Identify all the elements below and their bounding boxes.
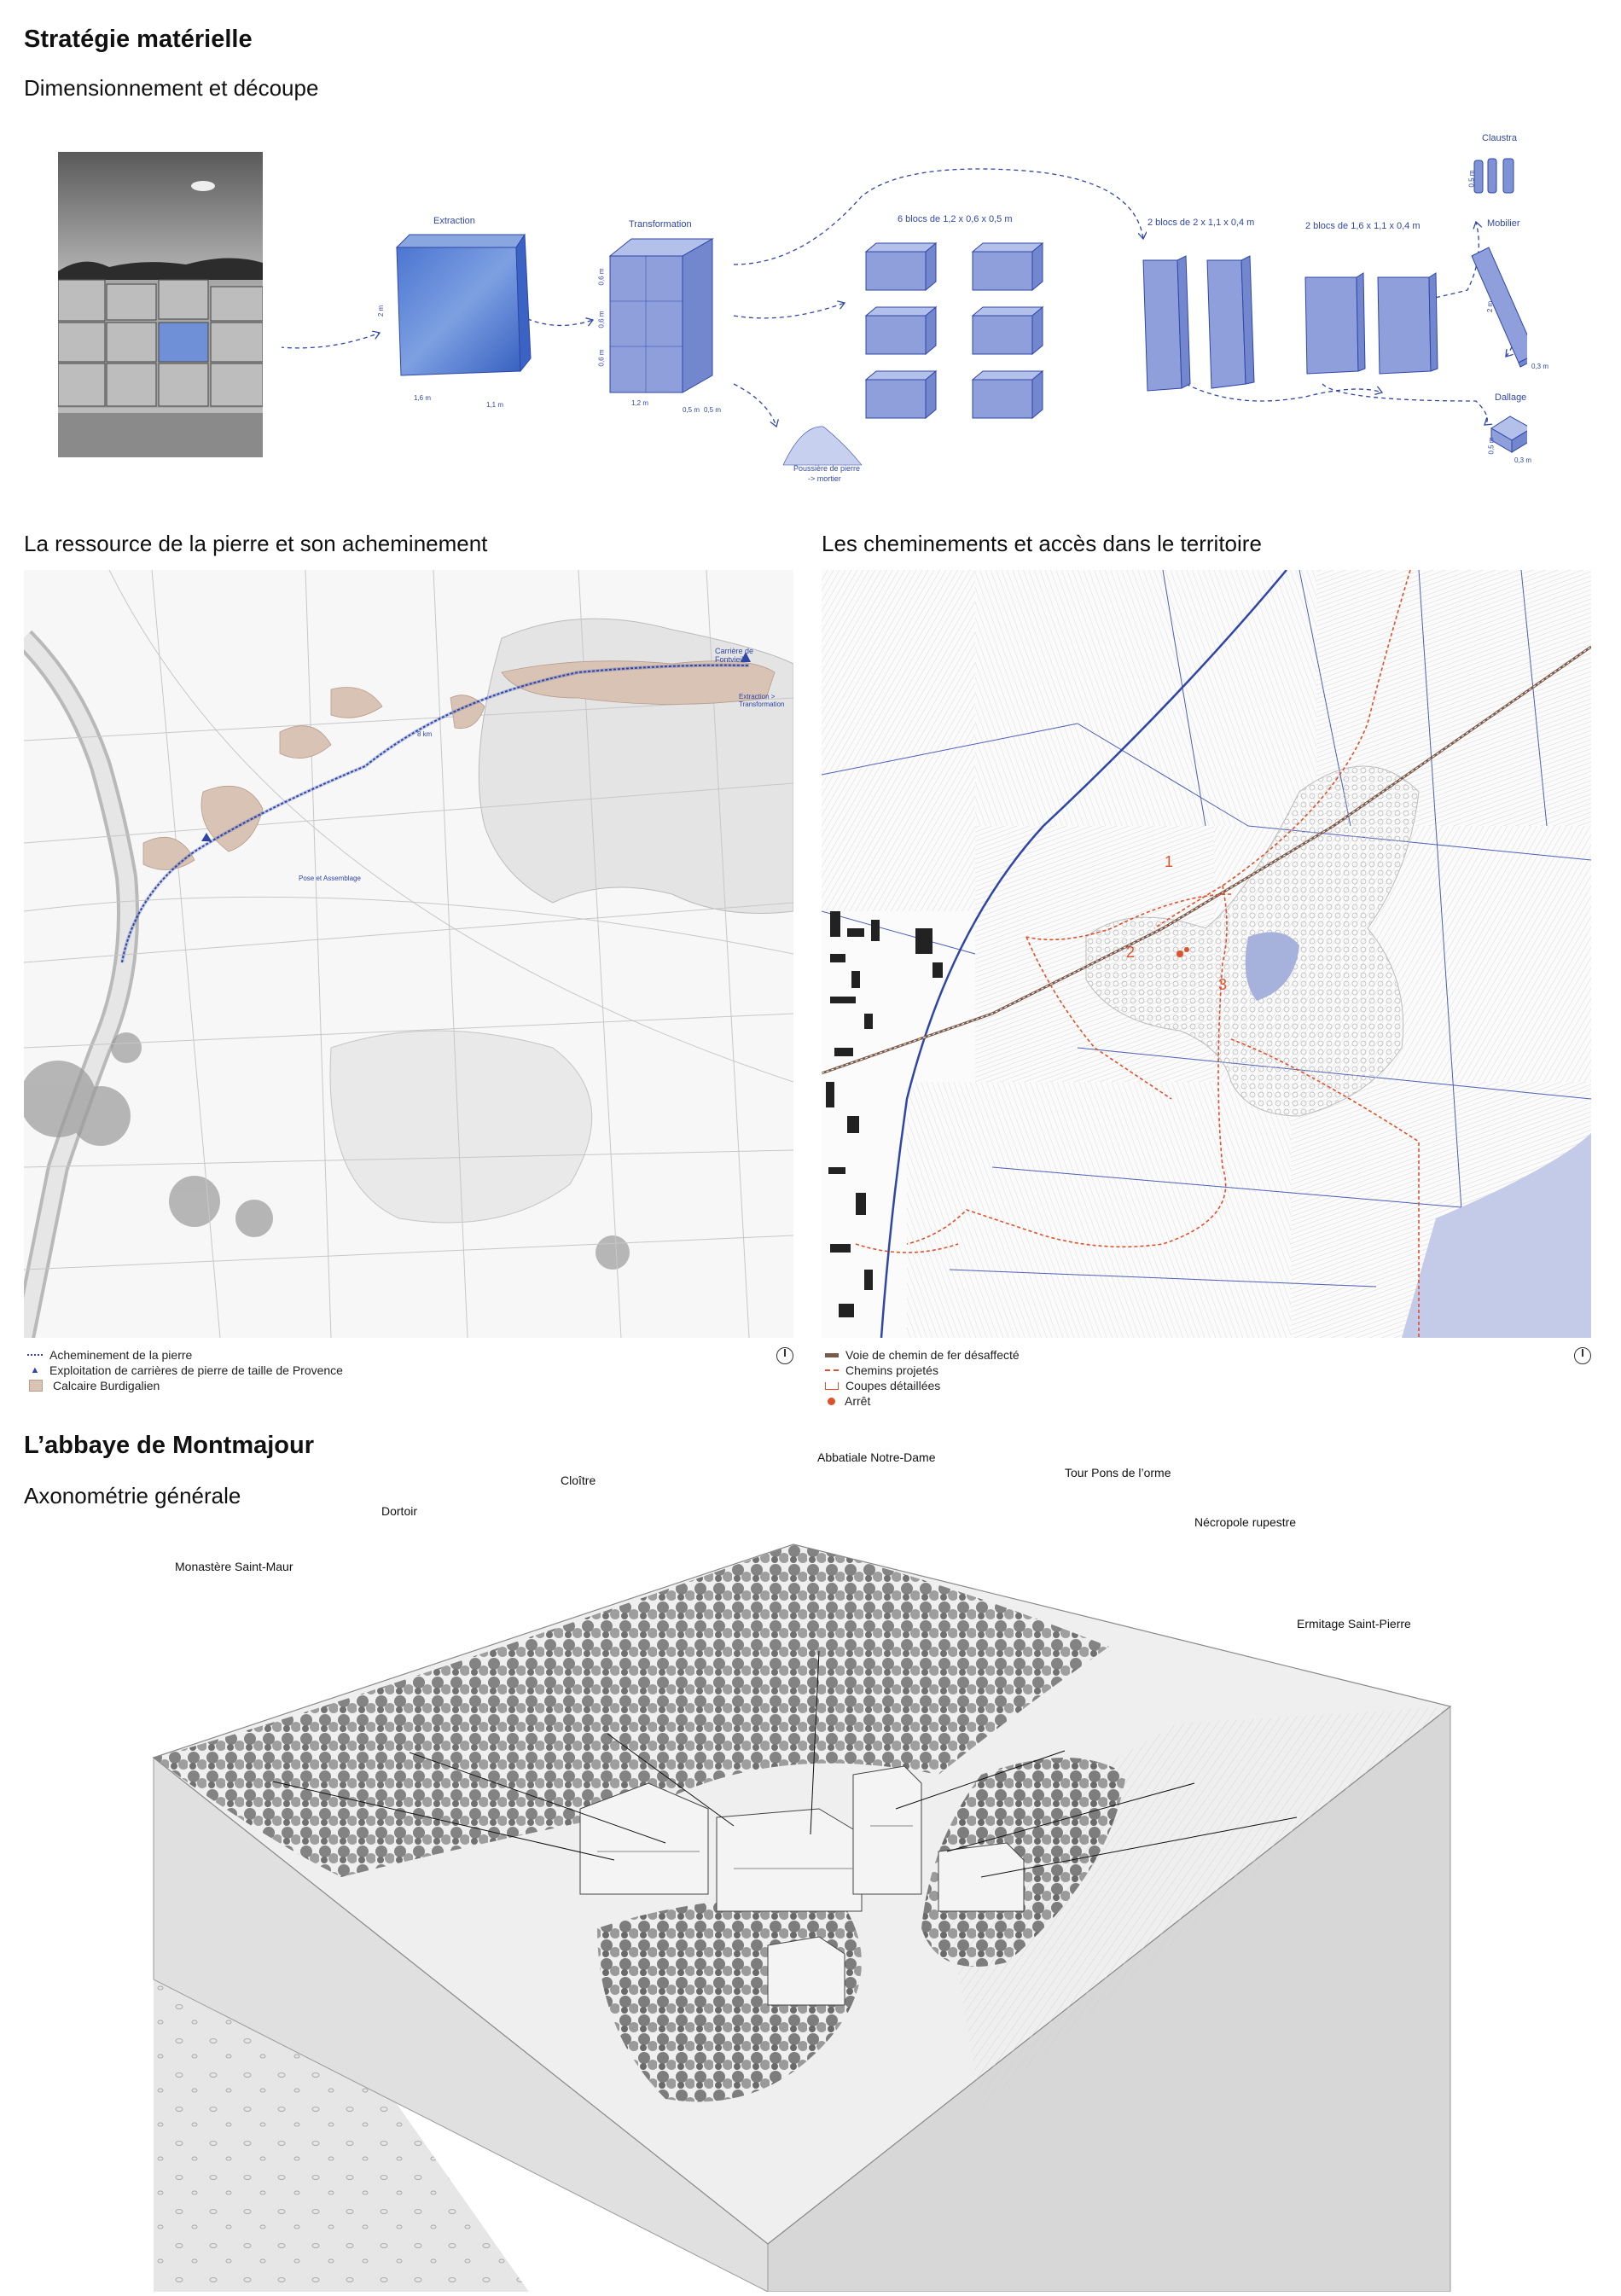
dim-tr-h3: 0,6 m — [597, 349, 606, 367]
dim-mo-d: 0,3 m — [1531, 363, 1549, 370]
label-necropole: Nécropole rupestre — [1194, 1515, 1297, 1529]
label-monastere: Monastère Saint-Maur — [175, 1560, 293, 1573]
section4-subtitle: Axonométrie générale — [24, 1483, 241, 1508]
section4-title: L’abbaye de Montmajour — [24, 1432, 314, 1459]
legend-item: Coupes détaillées — [845, 1379, 941, 1392]
label-pose: Pose et Assemblage — [299, 875, 361, 882]
north-icon — [776, 1347, 793, 1364]
label-tour: Tour Pons de l’orme — [1065, 1466, 1171, 1479]
paths-map-legend — [825, 1347, 1020, 1409]
legend-item: Chemins projetés — [845, 1363, 938, 1377]
legend-item: Voie de chemin de fer désaffecté — [845, 1348, 1020, 1362]
dim-da-d: 0,3 m — [1514, 456, 1532, 464]
section2-title: La ressource de la pierre et son acheminement — [24, 531, 488, 556]
label-dortoir: Dortoir — [381, 1504, 418, 1518]
limestone-swatch — [29, 1380, 43, 1392]
map-number-3: 3 — [1218, 976, 1228, 993]
path-swatch — [825, 1369, 839, 1371]
section-cut-swatch — [825, 1382, 839, 1390]
label-blocs6: 6 blocs de 1,2 x 0,6 x 0,5 m — [898, 214, 1013, 224]
rail-swatch — [825, 1353, 839, 1357]
legend-item: Acheminement de la pierre — [49, 1348, 193, 1362]
dim-cl-h: 0,5 m — [1467, 170, 1476, 188]
stone-map-legend — [27, 1347, 343, 1393]
dim-ext-h: 2 m — [377, 305, 386, 317]
legend-item: Exploitation de carrières de pierre de taille de Provence — [49, 1363, 343, 1377]
map-number-1: 1 — [1165, 853, 1174, 870]
label-blocs2b: 2 blocs de 1,6 x 1,1 x 0,4 m — [1305, 221, 1421, 231]
dim-tr-d2: 0,5 m — [704, 406, 722, 414]
legend-item: Calcaire Burdigalien — [53, 1379, 160, 1392]
north-icon — [1574, 1347, 1591, 1364]
paths-map — [822, 570, 1591, 1338]
dim-da-h: 0,5 m — [1487, 437, 1496, 455]
quarry-photo — [58, 152, 263, 457]
label-cloitre: Cloître — [561, 1474, 596, 1487]
label-ermitage: Ermitage Saint-Pierre — [1297, 1617, 1411, 1630]
section1-title: Stratégie matérielle — [24, 26, 253, 53]
label-poussiere: Poussière de pierre — [793, 464, 861, 473]
legend-item: Arrêt — [845, 1394, 871, 1408]
label-mortier: -> mortier — [808, 474, 841, 483]
label-transformation: Transformation — [629, 219, 692, 230]
section3-title: Les cheminements et accès dans le territoire — [822, 531, 1262, 556]
abbey-axonometry — [0, 1450, 1621, 2292]
cutting-diagram — [282, 128, 1527, 503]
dim-mo-h: 2 m — [1486, 300, 1495, 313]
label-mobilier: Mobilier — [1487, 218, 1520, 229]
label-extraction-map: Extraction > Transformation — [739, 693, 785, 708]
route-swatch — [27, 1354, 43, 1356]
quarry-icon: ▲ — [30, 1365, 40, 1375]
stone-route-map — [24, 570, 793, 1338]
dim-tr-w: 1,2 m — [631, 399, 649, 407]
label-carriere: Carrière de Fontvieille — [715, 647, 754, 664]
dim-tr-d1: 0,5 m — [683, 406, 700, 414]
dim-tr-h2: 0,6 m — [597, 311, 606, 328]
label-claustra: Claustra — [1482, 133, 1517, 143]
stop-swatch — [828, 1398, 835, 1405]
label-blocs2a: 2 blocs de 2 x 1,1 x 0,4 m — [1147, 218, 1255, 228]
dim-ext-d: 1,1 m — [486, 401, 504, 409]
map-number-2: 2 — [1126, 944, 1136, 961]
label-abbatiale: Abbatiale Notre-Dame — [817, 1450, 936, 1464]
section1-subtitle: Dimensionnement et découpe — [24, 75, 319, 101]
label-dallage: Dallage — [1495, 392, 1527, 403]
dim-tr-h1: 0,6 m — [597, 268, 606, 286]
dim-ext-w: 1,6 m — [414, 394, 432, 402]
label-8km: 8 km — [417, 730, 433, 738]
label-extraction: Extraction — [433, 216, 475, 226]
